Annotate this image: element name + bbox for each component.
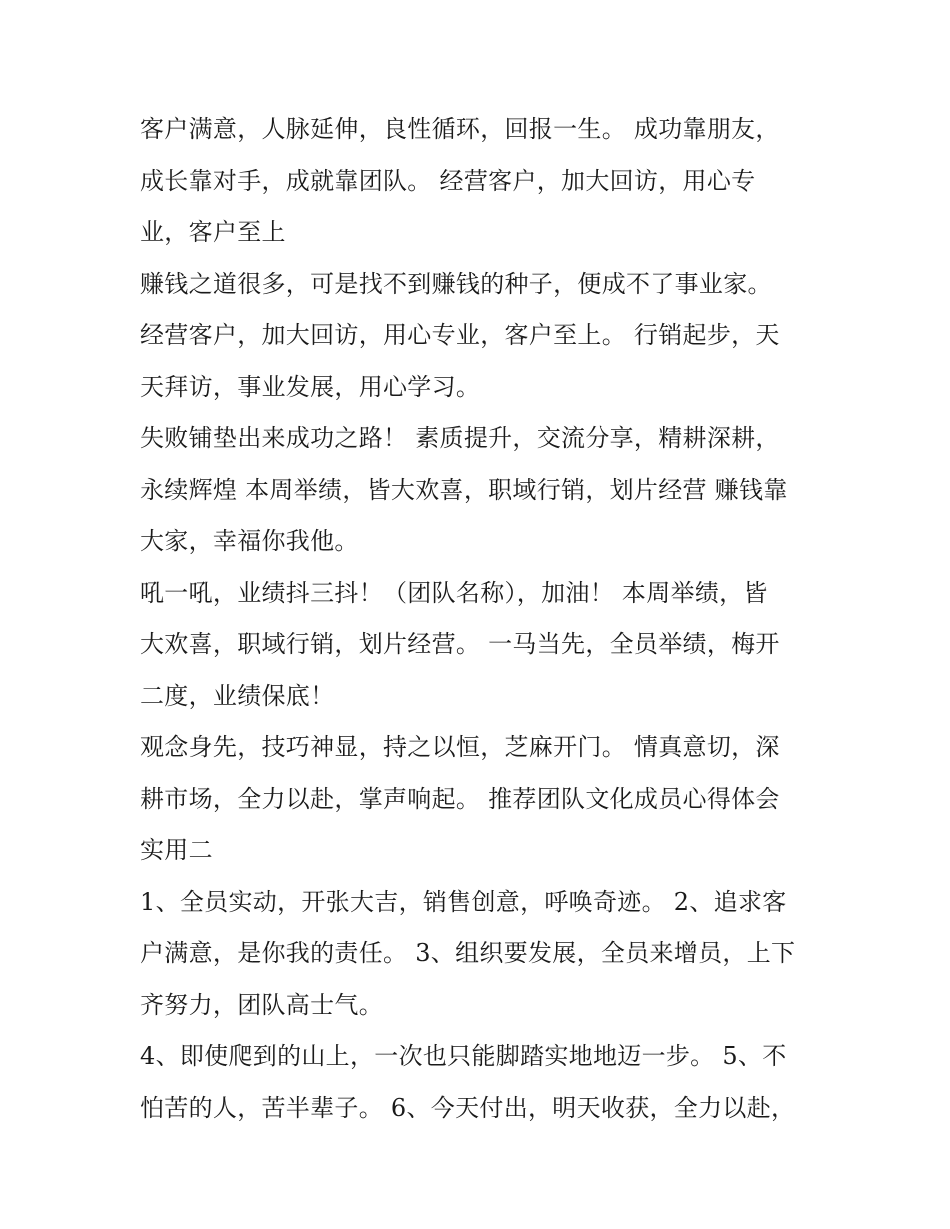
text-line: 耕市场，全力以赴，掌声响起。 推荐团队文化成员心得体会 bbox=[140, 784, 780, 813]
text-line: 4、即使爬到的山上，一次也只能脚踏实地地迈一步。 5、不 bbox=[140, 1042, 787, 1070]
text-line: 成长靠对手，成就靠团队。 经营客户，加大回访，用心专 bbox=[140, 166, 756, 195]
text-line: 客户满意，人脉延伸，良性循环，回报一生。 成功靠朋友， bbox=[140, 115, 780, 143]
text-line: 齐努力，团队高士气。 bbox=[140, 990, 383, 1019]
text-line: 天拜访，事业发展，用心学习。 bbox=[140, 372, 481, 401]
text-line: 大家，幸福你我他。 bbox=[140, 527, 359, 555]
text-line: 永续辉煌 本周举绩，皆大欢喜，职域行销，划片经营 赚钱靠 bbox=[140, 475, 788, 504]
text-line: 1、全员实动，开张大吉，销售创意，呼唤奇迹。 2、追求客 bbox=[140, 887, 787, 916]
text-line: 失败铺垫出来成功之路！ 素质提升，交流分享，精耕深耕， bbox=[140, 424, 780, 452]
text-line: 户满意，是你我的责任。 3、组织要发展，全员来增员，上下 bbox=[140, 939, 796, 967]
text-line: 赚钱之道很多，可是找不到赚钱的种子，便成不了事业家。 bbox=[140, 269, 772, 298]
text-line: 业，客户至上 bbox=[140, 218, 286, 246]
document-body bbox=[140, 104, 810, 1134]
text-line: 实用二 bbox=[140, 836, 213, 864]
text-line: 怕苦的人，苦半辈子。 6、今天付出，明天收获，全力以赴， bbox=[140, 1093, 796, 1122]
text-line: 经营客户，加大回访，用心专业，客户至上。 行销起步，天 bbox=[140, 321, 780, 349]
text-line: 吼一吼，业绩抖三抖！（团队名称），加油！ 本周举绩，皆 bbox=[140, 578, 768, 607]
text-line: 观念身先，技巧神显，持之以恒，芝麻开门。 情真意切，深 bbox=[140, 733, 780, 761]
text-line: 二度，业绩保底！ bbox=[140, 681, 335, 710]
text-line: 大欢喜，职域行销，划片经营。 一马当先，全员举绩，梅开 bbox=[140, 630, 780, 658]
